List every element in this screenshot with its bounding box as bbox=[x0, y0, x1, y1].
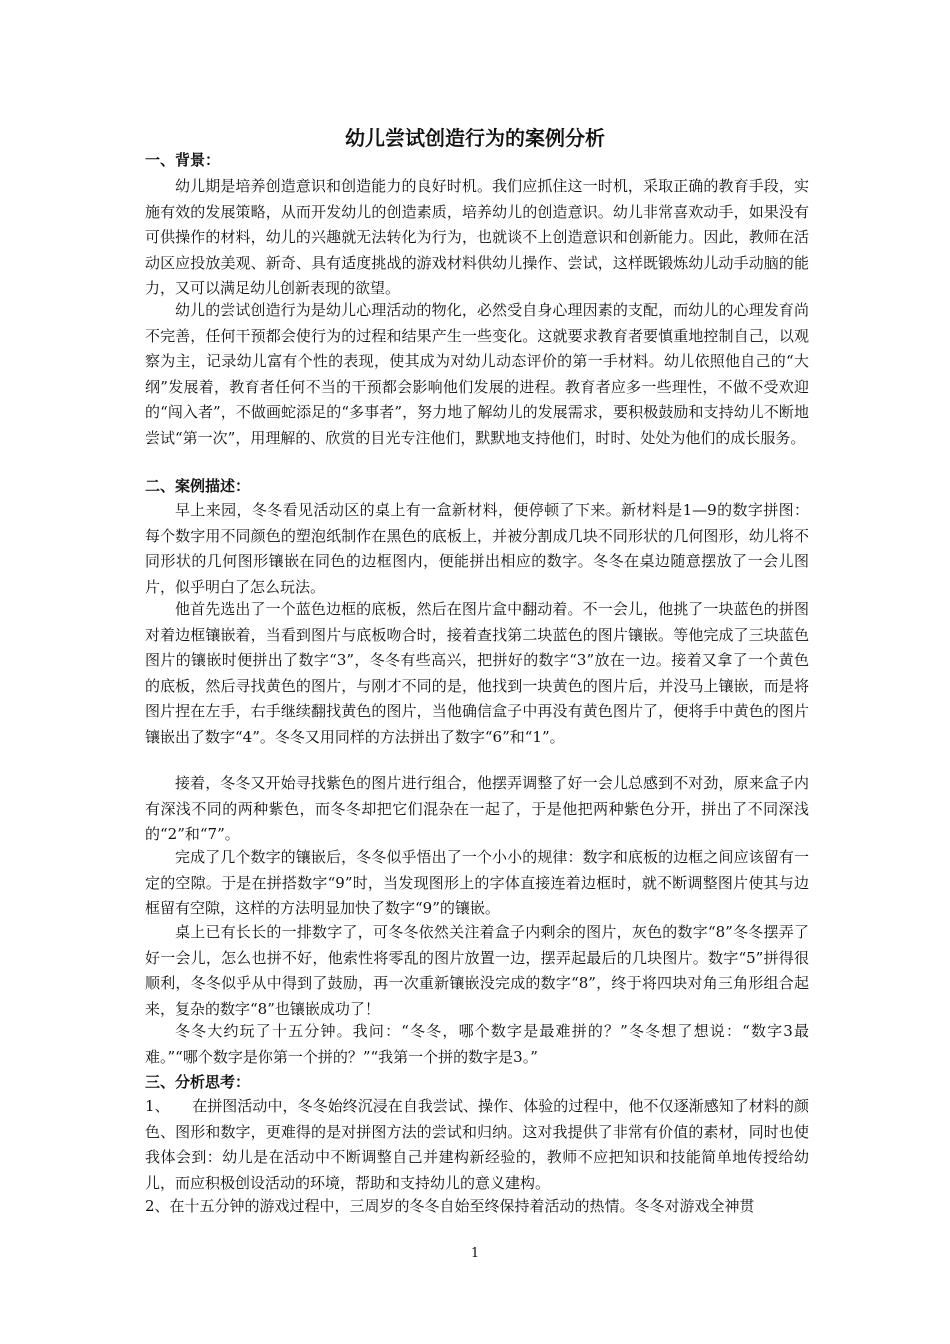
paragraph: 幼儿期是培养创造意识和创造能力的良好时机。我们应抓住这一时机，采取正确的教育手段，实施有效的发展策略，从而开发幼儿的创造素质，培养幼儿的创造意识。幼儿非常喜欢动手，如果没有可供操作的材料，幼儿的兴趣就无法转化为行为，也就谈不上创造意识和创新能力。因此，教师在活动区应投放美观、新奇、具有适度挑战的游戏材料供幼儿操作、尝试，这样既锻炼幼儿动手动脑的能力，又可以满足幼儿创新表现的欲望。 bbox=[145, 177, 809, 298]
paragraph: 早上来园，冬冬看见活动区的桌上有一盒新材料，便停顿了下来。新材料是1—9的数字拼图：每个数字用不同颜色的塑泡纸制作在黑色的底板上，并被分割成几块不同形状的几何图形，幼儿将不同形状的几何图形镶嵌在同色的边框图内，便能拼出相应的数字。冬冬在桌边随意摆放了一会儿图片，似乎明白了怎么玩法。 bbox=[145, 501, 809, 596]
paragraph: 1、 在拼图活动中，冬冬始终沉浸在自我尝试、操作、体验的过程中，他不仅逐渐感知了材料的颜色、图形和数字，更难得的是对拼图方法的尝试和归纳。这对我提供了非常有价值的素材，同时也使我体会到：幼儿是在活动中不断调整自己并建构新经验的，教师不应把知识和技能简单地传授给幼儿，而应积极创设活动的环境，帮助和支持幼儿的意义建构。 bbox=[145, 1097, 809, 1192]
paragraph: 幼儿的尝试创造行为是幼儿心理活动的物化，必然受自身心理因素的支配，而幼儿的心理发育尚不完善，任何干预都会使行为的过程和结果产生一些变化。这就要求教育者要慎重地控制自己，以观察为主，记录幼儿富有个性的表现，使其成为对幼儿动态评价的第一手材料。幼儿依照他自己的“大纲”发展着，教育者任何不当的干预都会影响他们发展的进程。教育者应多一些理性，不做不受欢迎的“闯入者”，不做画蛇添足的“多事者”，努力地了解幼儿的发展需求，要积极鼓励和支持幼儿不断地尝试“第一次”，用理解的、欣赏的目光专注他们，默默地支持他们，时时、处处为他们的成长服务。 bbox=[145, 301, 809, 447]
section-heading-background: 一、背景： bbox=[145, 151, 221, 169]
paragraph: 冬冬大约玩了十五分钟。我问：“冬冬，哪个数字是最难拼的？”冬冬想了想说：“数字3最难。”“哪个数字是你第一个拼的？”“我第一个拼的数字是3。” bbox=[145, 1022, 809, 1066]
document-title: 幼儿尝试创造行为的案例分析 bbox=[345, 126, 605, 150]
paragraph: 2、在十五分钟的游戏过程中，三周岁的冬冬自始至终保持着活动的热情。冬冬对游戏全神贯 bbox=[145, 1197, 755, 1215]
paragraph: 他首先选出了一个蓝色边框的底板，然后在图片盒中翻动着。不一会儿，他挑了一块蓝色的拼图对着边框镶嵌着，当看到图片与底板吻合时，接着查找第二块蓝色的图片镶嵌。等他完成了三块蓝色图片的镶嵌时便拼出了数字“3”，冬冬有些高兴，把拼好的数字“3”放在一边。接着又拿了一个黄色的底板，然后寻找黄色的图片，与刚才不同的是，他找到一块黄色的图片后，并没马上镶嵌，而是将图片捏在左手，右手继续翻找黄色的图片，当他确信盒子中再没有黄色图片了，便将手中黄色的图片镶嵌出了数字“4”。冬冬又用同样的方法拼出了数字“6”和“1”。 bbox=[145, 600, 809, 746]
page-number: 1 bbox=[470, 1246, 480, 1261]
section-heading-case: 二、案例描述： bbox=[145, 477, 251, 495]
paragraph: 接着，冬冬又开始寻找紫色的图片进行组合，他摆弄调整了好一会儿总感到不对劲，原来盒子内有深浅不同的两种紫色，而冬冬却把它们混杂在一起了，于是他把两种紫色分开，拼出了不同深浅的“2”和“7”。 bbox=[145, 774, 809, 844]
paragraph: 桌上已有长长的一排数字了，可冬冬依然关注着盒子内剩余的图片，灰色的数字“8”冬冬摆弄了好一会儿，怎么也拼不好，他索性将零乱的图片放置一边，摆弄起最后的几块图片。数字“5”拼得很顺利，冬冬似乎从中得到了鼓励，再一次重新镶嵌没完成的数字“8”，终于将四块对角三角形组合起来，复杂的数字“8”也镶嵌成功了！ bbox=[145, 923, 809, 1018]
section-heading-analysis: 三、分析思考： bbox=[145, 1073, 251, 1091]
paragraph: 完成了几个数字的镶嵌后，冬冬似乎悟出了一个小小的规律：数字和底板的边框之间应该留有一定的空隙。于是在拼搭数字“9”时，当发现图形上的字体直接连着边框时，就不断调整图片使其与边框留有空隙，这样的方法明显加快了数字“9”的镶嵌。 bbox=[145, 848, 809, 918]
